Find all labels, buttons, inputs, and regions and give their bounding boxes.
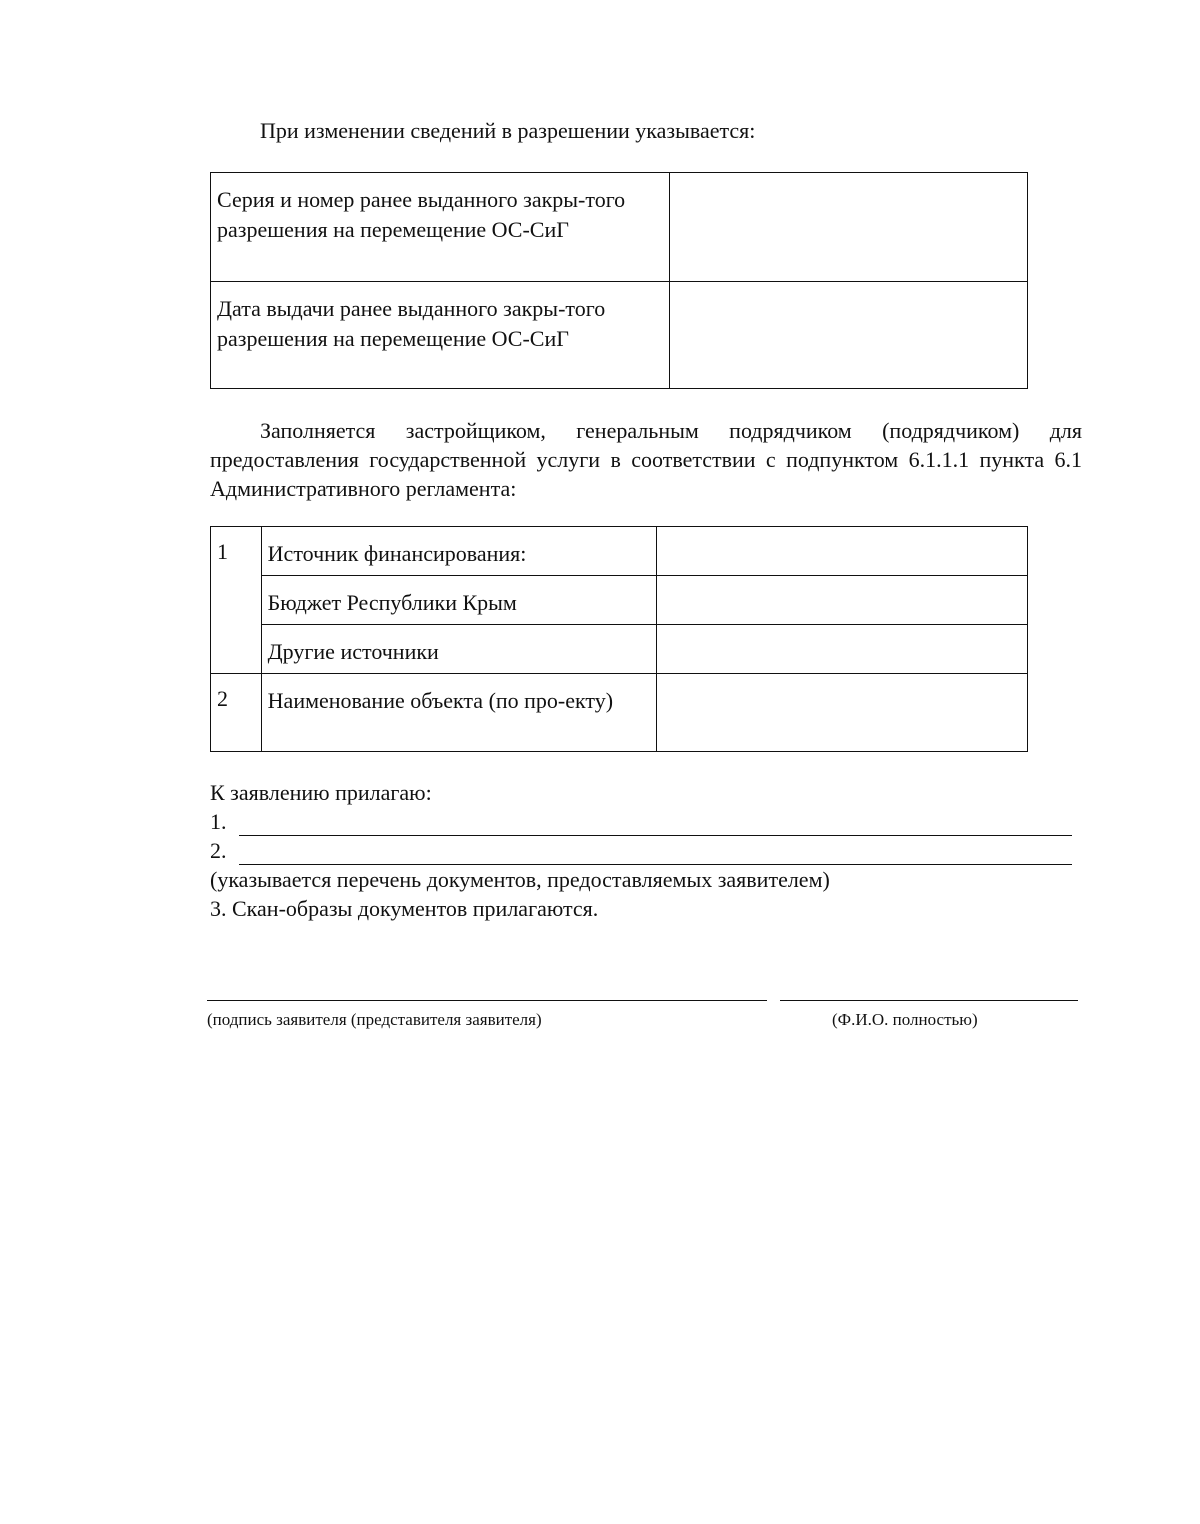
previous-permit-series-label: Серия и номер ранее выданного закры-того разрешения на перемещение ОС-СиГ <box>211 173 670 282</box>
previous-permit-date-label: Дата выдачи ранее выданного закры-того разрешения на перемещение ОС-СиГ <box>211 282 670 389</box>
intro-text: При изменении сведений в разрешении указывается: <box>260 118 756 143</box>
row-number: 1 <box>211 527 262 576</box>
other-sources-value[interactable] <box>656 625 1027 674</box>
change-info-table <box>210 172 1028 389</box>
other-sources-label: Другие источники <box>261 625 656 674</box>
attachment-item-2 <box>210 836 1080 865</box>
attachment-item-1 <box>210 807 1080 836</box>
table-row <box>211 625 1028 674</box>
full-name-line[interactable] <box>780 1000 1078 1001</box>
previous-permit-series-value[interactable] <box>670 173 1028 282</box>
full-name-caption: (Ф.И.О. полностью) <box>832 1010 978 1029</box>
financing-table <box>210 526 1028 752</box>
instruction-text: Заполняется застройщиком, генеральным подрядчиком (подрядчиком) для предоставления государственной услуги в соответствии с подпунктом 6.1.1.1 пункта 6.1 Административного регламента: <box>210 418 1082 501</box>
attachment-item-1-blank[interactable] <box>239 813 1073 836</box>
crimea-budget-label: Бюджет Республики Крым <box>261 576 656 625</box>
attachments-note: (указывается перечень документов, предоставляемых заявителем) <box>210 867 830 892</box>
attachments-section <box>210 778 1080 923</box>
crimea-budget-value[interactable] <box>656 576 1027 625</box>
table-row <box>211 282 1028 389</box>
attachment-item-1-number: 1. <box>210 809 227 834</box>
financing-source-value[interactable] <box>656 527 1027 576</box>
attachments-heading: К заявлению прилагаю: <box>210 780 432 805</box>
row-number-empty <box>211 625 262 674</box>
table-row <box>211 527 1028 576</box>
instruction-paragraph <box>210 416 1082 503</box>
previous-permit-date-value[interactable] <box>670 282 1028 389</box>
attachment-item-3: 3. Скан-образы документов прилагаются. <box>210 896 599 921</box>
attachment-item-2-blank[interactable] <box>239 842 1073 865</box>
signature-line[interactable] <box>207 1000 767 1001</box>
financing-source-label: Источник финансирования: <box>261 527 656 576</box>
table-row <box>211 576 1028 625</box>
table-row <box>211 674 1028 752</box>
attachment-item-2-number: 2. <box>210 838 227 863</box>
table-row <box>211 173 1028 282</box>
signature-caption: (подпись заявителя (представителя заявителя) <box>207 1010 542 1029</box>
row-number-empty <box>211 576 262 625</box>
row-number: 2 <box>211 674 262 752</box>
object-name-label: Наименование объекта (по про-екту) <box>261 674 656 752</box>
object-name-value[interactable] <box>656 674 1027 752</box>
